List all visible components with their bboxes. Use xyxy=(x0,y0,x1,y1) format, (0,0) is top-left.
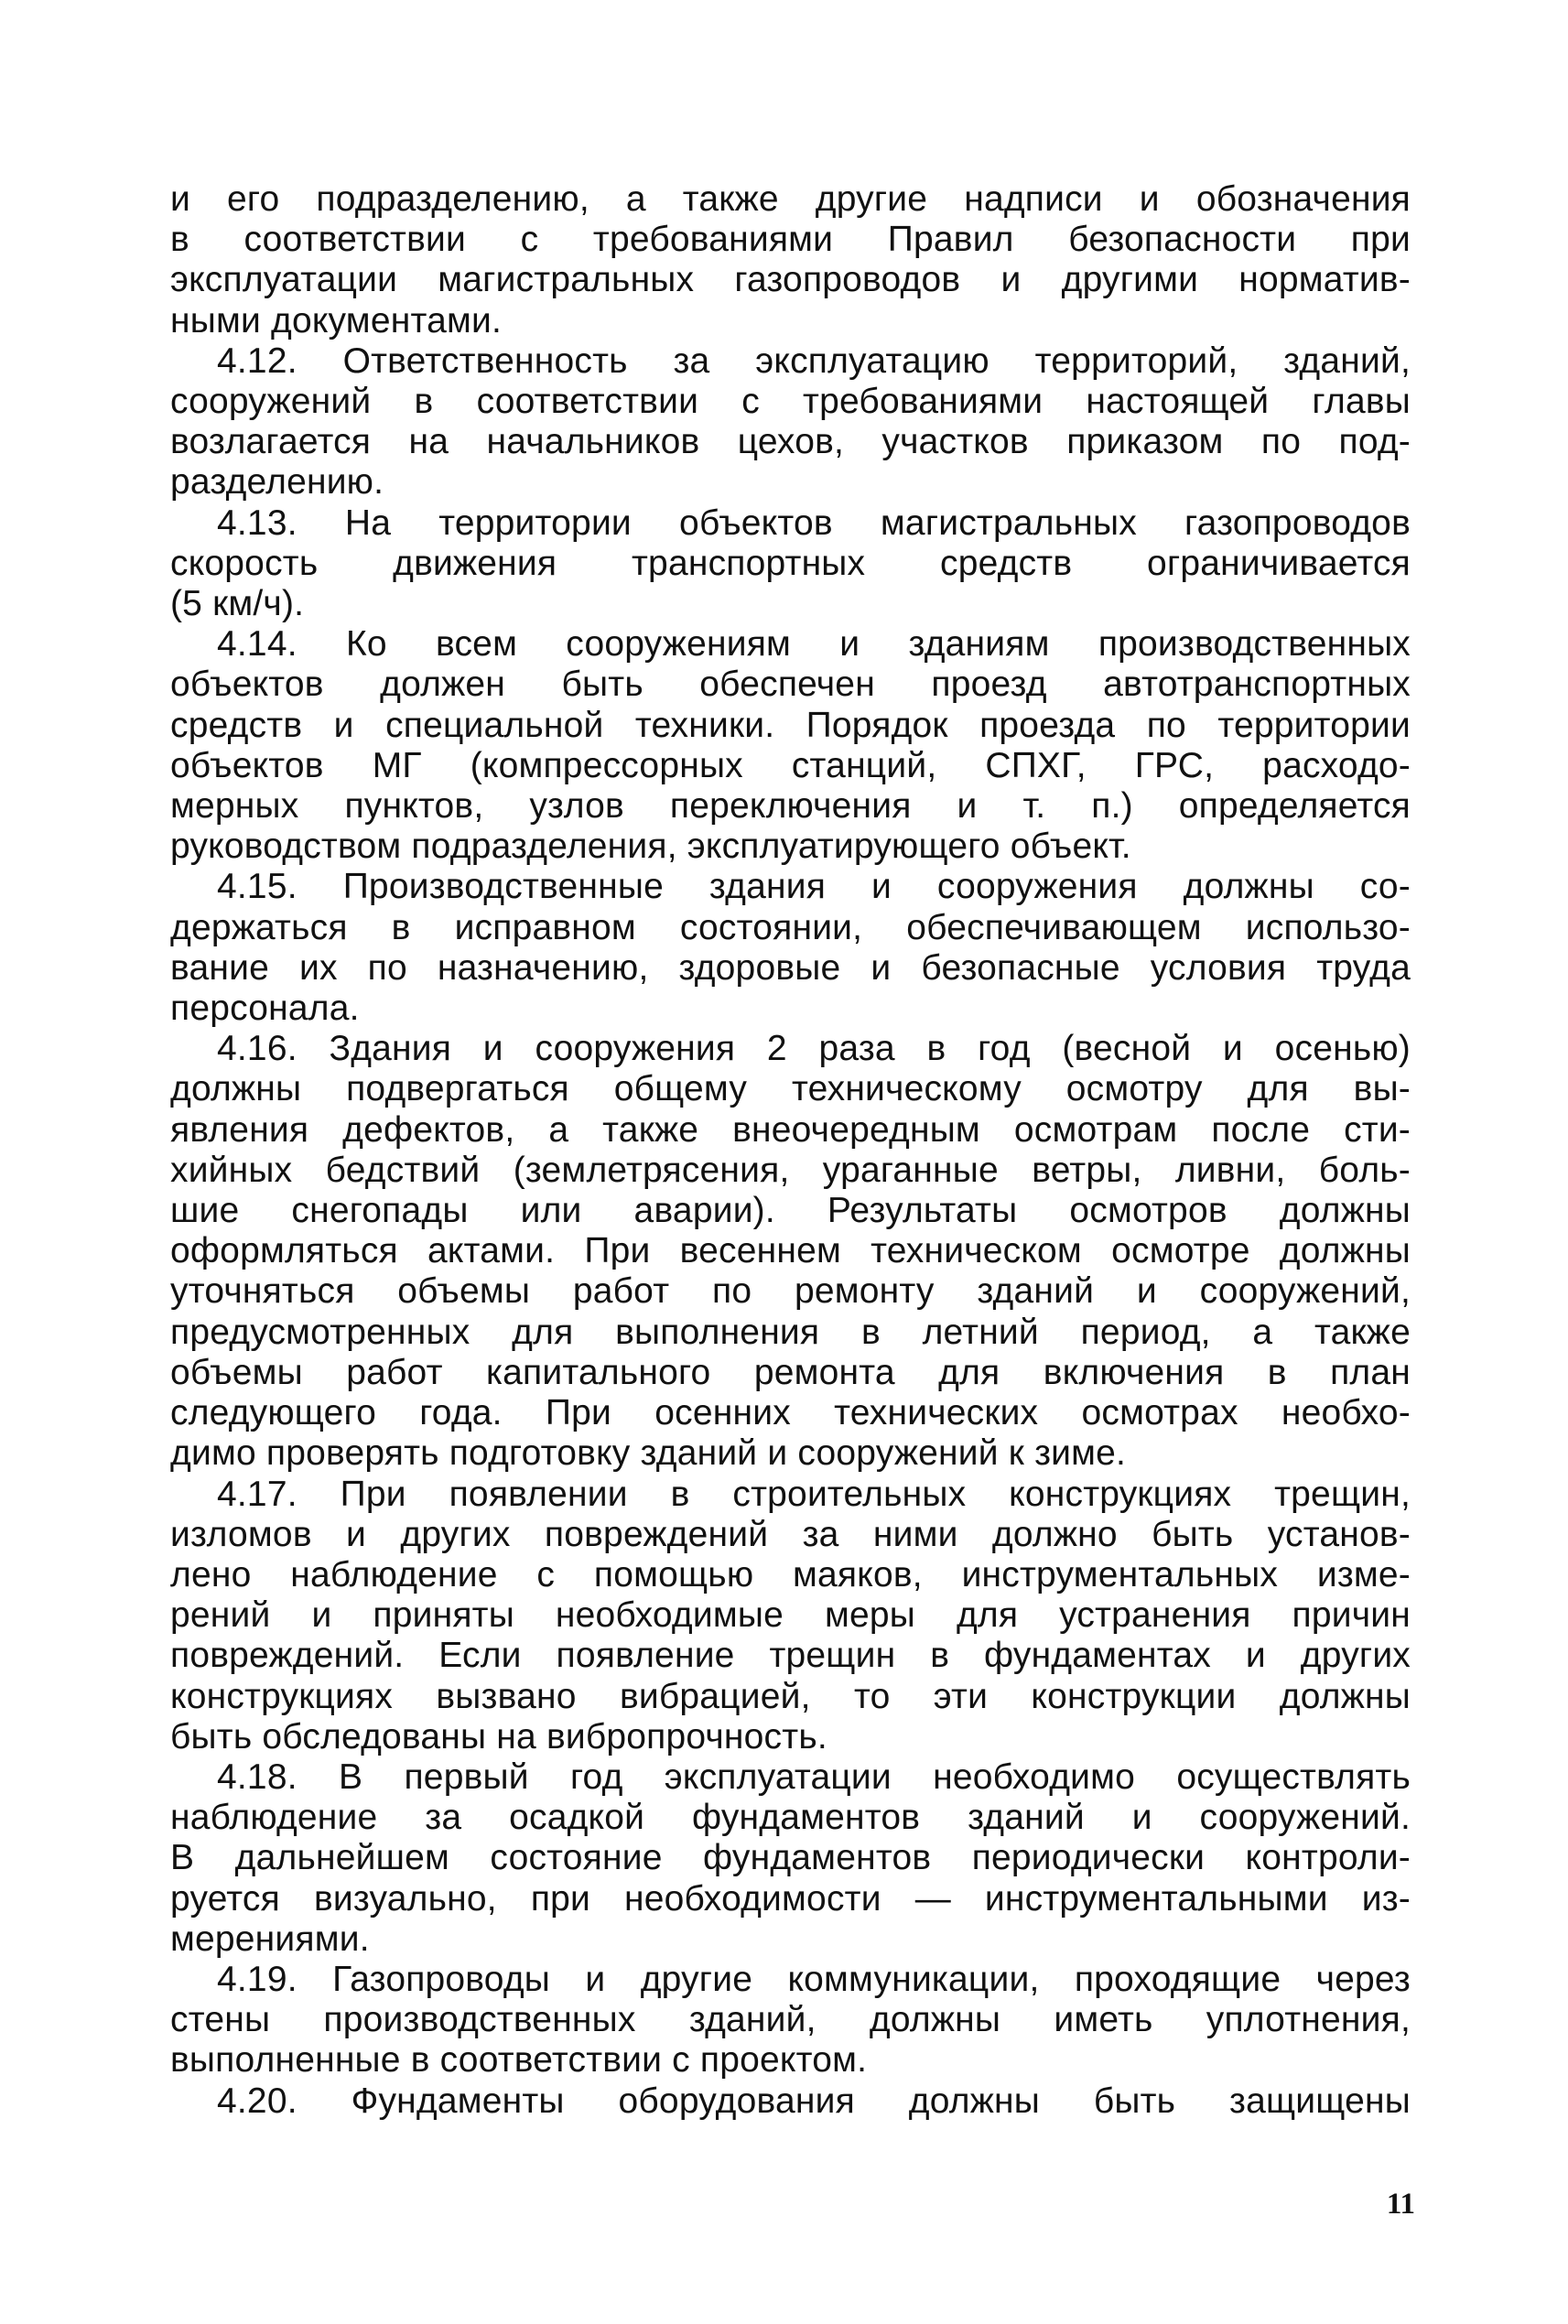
paragraph-start-4-16: 4.16. Здания и сооружения 2 раза в год (весной и осенью) xyxy=(217,1029,1411,1069)
text-line: объемы работ капитального ремонта для включения в план xyxy=(170,1352,1411,1392)
text-line: вание их по назначению, здоровые и безопасные условия труда xyxy=(170,947,1411,988)
text-line: димо проверять подготовку зданий и сооружений к зиме. xyxy=(170,1433,1127,1474)
text-line: хийных бедствий (землетрясения, ураганные ветры, ливни, боль- xyxy=(170,1150,1411,1190)
text-line: явления дефектов, а также внеочередным осмотрам после сти- xyxy=(170,1109,1411,1150)
text-line: руется визуально, при необходимости — инструментальными из- xyxy=(170,1878,1411,1919)
body-text xyxy=(170,179,1411,2122)
paragraph-start-4-18: 4.18. В первый год эксплуатации необходимо осуществлять xyxy=(217,1757,1411,1797)
text-line: персонала. xyxy=(170,989,360,1029)
text-line: возлагается на начальников цехов, участков приказом по под- xyxy=(170,422,1411,462)
text-line: В дальнейшем состояние фундаментов периодически контроли- xyxy=(170,1838,1411,1878)
text-line: скорость движения транспортных средств ограничивается xyxy=(170,543,1411,583)
text-line: предусмотренных для выполнения в летний период, а также xyxy=(170,1312,1411,1352)
text-line: быть обследованы на вибропрочность. xyxy=(170,1716,827,1757)
text-line: изломов и других повреждений за ними должно быть установ- xyxy=(170,1514,1411,1554)
text-line: мерениями. xyxy=(170,1919,370,1959)
text-line: выполненные в соответствии с проектом. xyxy=(170,2040,868,2081)
text-line: разделению. xyxy=(170,462,384,503)
text-line: рений и приняты необходимые меры для устранения причин xyxy=(170,1595,1411,1636)
text-line: в соответствии с требованиями Правил безопасности при xyxy=(170,220,1411,260)
text-line: должны подвергаться общему техническому осмотру для вы- xyxy=(170,1069,1411,1109)
text-line: объектов должен быть обеспечен проезд автотранспортных xyxy=(170,665,1411,705)
text-line: держаться в исправном состоянии, обеспечивающем использо- xyxy=(170,907,1411,947)
paragraph-start-4-19: 4.19. Газопроводы и другие коммуникации, проходящие через xyxy=(217,1959,1411,1999)
text-line: стены производственных зданий, должны иметь уплотнения, xyxy=(170,2000,1411,2040)
page-number: 11 xyxy=(1386,2188,1415,2221)
text-line: и его подразделению, а также другие надписи и обозначения xyxy=(170,179,1411,219)
paragraph-start-4-14: 4.14. Ко всем сооружениям и зданиям производственных xyxy=(217,624,1411,665)
text-line: лено наблюдение с помощью маяков, инструментальных изме- xyxy=(170,1554,1411,1594)
paragraph-start-4-20: 4.20. Фундаменты оборудования должны быть защищены xyxy=(217,2081,1411,2121)
text-line: (5 км/ч). xyxy=(170,584,305,624)
text-line: наблюдение за осадкой фундаментов зданий и сооружений. xyxy=(170,1798,1411,1838)
text-line: повреждений. Если появление трещин в фундаментах и других xyxy=(170,1636,1411,1676)
text-line: ными документами. xyxy=(170,300,502,340)
text-line: мерных пунктов, узлов переключения и т. п.) определяется xyxy=(170,786,1411,827)
text-line: объектов МГ (компрессорных станций, СПХГ, ГРС, расходо- xyxy=(170,745,1411,785)
paragraph-start-4-12: 4.12. Ответственность за эксплуатацию территорий, зданий, xyxy=(217,340,1411,381)
paragraph-start-4-15: 4.15. Производственные здания и сооружения должны со- xyxy=(217,867,1411,907)
text-line: следующего года. При осенних технических осмотрах необхо- xyxy=(170,1393,1411,1433)
text-line: средств и специальной техники. Порядок проезда по территории xyxy=(170,705,1411,745)
text-line: сооружений в соответствии с требованиями настоящей главы xyxy=(170,382,1411,422)
text-line: руководством подразделения, эксплуатирующего объект. xyxy=(170,827,1131,867)
paragraph-start-4-13: 4.13. На территории объектов магистральных газопроводов xyxy=(217,503,1411,543)
text-line: уточняться объемы работ по ремонту зданий и сооружений, xyxy=(170,1271,1411,1312)
text-line: оформляться актами. При весеннем техническом осмотре должны xyxy=(170,1231,1411,1271)
text-line: эксплуатации магистральных газопроводов и другими норматив- xyxy=(170,260,1411,300)
text-line: шие снегопады или аварии). Результаты осмотров должны xyxy=(170,1191,1411,1231)
paragraph-start-4-17: 4.17. При появлении в строительных конструкциях трещин, xyxy=(217,1474,1411,1514)
text-line: конструкциях вызвано вибрацией, то эти конструкции должны xyxy=(170,1676,1411,1716)
